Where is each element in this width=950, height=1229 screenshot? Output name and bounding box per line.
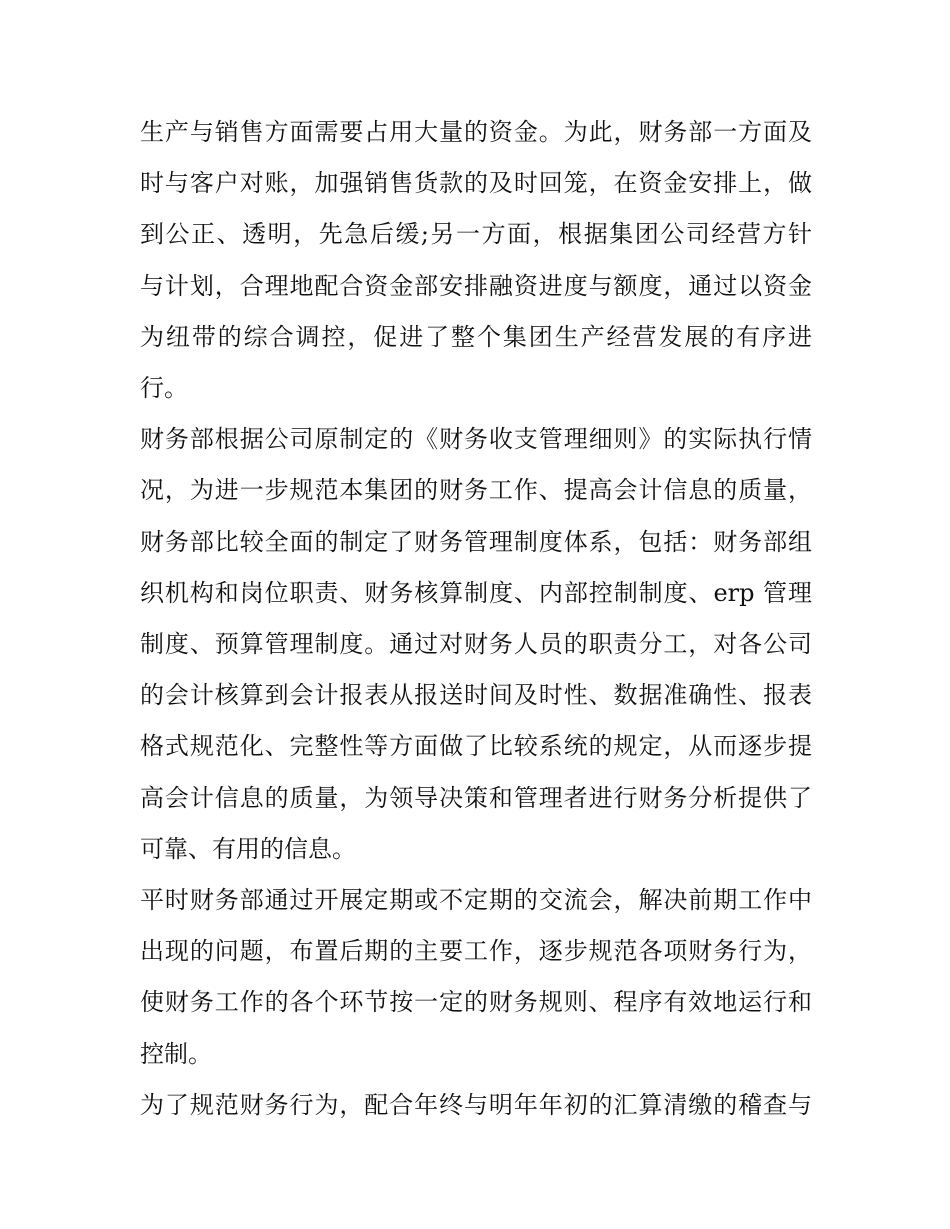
text-line: 为了规范财务行为，配合年终与明年年初的汇算清缴的稽查与 <box>140 1090 812 1119</box>
text-line: 使财务工作的各个环节按一定的财务规则、程序有效地运行和 <box>140 988 812 1017</box>
text-line: 与计划，合理地配合资金部安排融资进度与额度，通过以资金 <box>140 271 812 300</box>
text-line: 为纽带的综合调控，促进了整个集团生产经营发展的有序进 <box>140 322 812 351</box>
text-line: 可靠、有用的信息。 <box>140 834 356 863</box>
text-line: 织机构和岗位职责、财务核算制度、内部控制制度、erp 管理 <box>140 578 812 607</box>
text-line: 的会计核算到会计报表从报送时间及时性、数据准确性、报表 <box>140 681 812 710</box>
text-line: 平时财务部通过开展定期或不定期的交流会，解决前期工作中 <box>140 886 812 915</box>
text-line: 格式规范化、完整性等方面做了比较系统的规定，从而逐步提 <box>140 732 812 761</box>
text-line: 到公正、透明，先急后缓;另一方面，根据集团公司经营方针 <box>140 220 812 249</box>
document-body <box>140 107 812 1131</box>
paragraph-1 <box>140 107 812 414</box>
text-line: 况，为进一步规范本集团的财务工作、提高会计信息的质量， <box>140 476 812 505</box>
text-line: 高会计信息的质量，为领导决策和管理者进行财务分析提供了 <box>140 783 812 812</box>
paragraph-2 <box>140 414 812 875</box>
text-line: 行。 <box>140 374 188 403</box>
text-line: 财务部比较全面的制定了财务管理制度体系，包括：财务部组 <box>140 527 812 556</box>
paragraph-4 <box>140 1080 812 1131</box>
text-line: 制度、预算管理制度。通过对财务人员的职责分工，对各公司 <box>140 630 812 659</box>
text-line: 生产与销售方面需要占用大量的资金。为此，财务部一方面及 <box>140 118 812 146</box>
text-line: 出现的问题，布置后期的主要工作，逐步规范各项财务行为， <box>140 937 812 966</box>
text-line: 控制。 <box>140 1039 212 1068</box>
paragraph-3 <box>140 875 812 1080</box>
text-line: 财务部根据公司原制定的《财务收支管理细则》的实际执行情 <box>140 425 812 454</box>
text-line: 时与客户对账，加强销售货款的及时回笼，在资金安排上，做 <box>140 169 812 198</box>
